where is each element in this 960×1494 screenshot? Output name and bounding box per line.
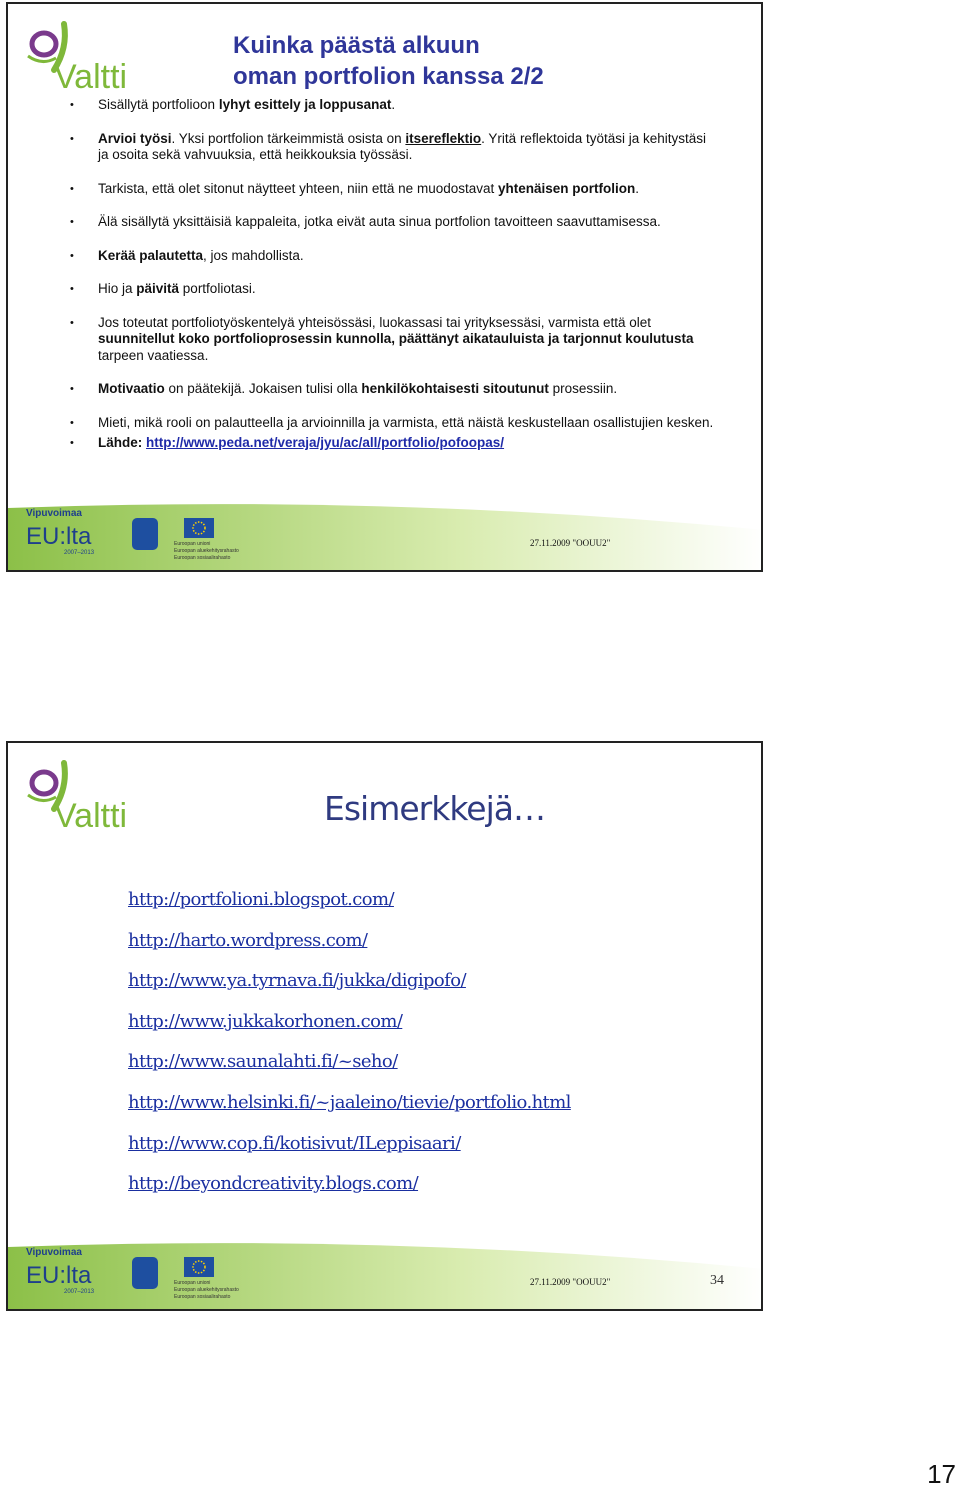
footer-date: 27.11.2009 "OOUU2" bbox=[530, 538, 611, 548]
list-item: • Sisällytä portfolioon lyhyt esittely ja loppusanat. bbox=[70, 97, 720, 114]
svg-text:Vipuvoimaa: Vipuvoimaa bbox=[26, 508, 82, 519]
svg-text:Euroopan sosiaalirahasto: Euroopan sosiaalirahasto bbox=[174, 1294, 231, 1300]
svg-text:Vipuvoimaa: Vipuvoimaa bbox=[26, 1247, 82, 1258]
list-item bbox=[128, 1051, 571, 1092]
page-number: 17 bbox=[927, 1459, 956, 1489]
svg-text:Euroopan unioni: Euroopan unioni bbox=[174, 1280, 211, 1286]
example-link[interactable]: http://www.cop.fi/kotisivut/ILeppisaari/ bbox=[128, 1132, 461, 1154]
list-item bbox=[128, 889, 571, 930]
example-link[interactable]: http://www.ya.tyrnava.fi/jukka/digipofo/ bbox=[128, 970, 466, 992]
slide-examples bbox=[6, 741, 763, 1311]
eu-logos bbox=[24, 1243, 254, 1303]
source-item: • Lähde: http://www.peda.net/veraja/jyu/ac/all/portfolio/pofoopas/ bbox=[70, 435, 720, 452]
svg-text:Valtti: Valtti bbox=[54, 797, 128, 835]
slide-number: 34 bbox=[710, 1273, 724, 1288]
source-link[interactable]: http://www.peda.net/veraja/jyu/ac/all/portfolio/pofoopas/ bbox=[146, 435, 505, 450]
example-links bbox=[128, 889, 571, 1214]
svg-text:Euroopan aluekehitysrahasto: Euroopan aluekehitysrahasto bbox=[174, 1287, 239, 1293]
example-link[interactable]: http://www.helsinki.fi/~jaaleino/tievie/portfolio.html bbox=[128, 1091, 571, 1113]
list-item: • Hio ja päivitä portfoliotasi. bbox=[70, 281, 720, 298]
example-link[interactable]: http://www.saunalahti.fi/~seho/ bbox=[128, 1051, 398, 1073]
svg-text:EU:lta: EU:lta bbox=[26, 523, 92, 550]
list-item bbox=[128, 970, 571, 1011]
list-item: • Mieti, mikä rooli on palautteella ja arvioinnilla ja varmista, että näistä keskustellaan osallistujien kesken. bbox=[70, 415, 720, 432]
slide-portfolio-start bbox=[6, 2, 763, 572]
svg-text:2007–2013: 2007–2013 bbox=[64, 1289, 95, 1295]
example-link[interactable]: http://portfolioni.blogspot.com/ bbox=[128, 889, 394, 910]
example-link[interactable]: http://harto.wordpress.com/ bbox=[128, 929, 368, 951]
list-item: • Jos toteutat portfoliotyöskentelyä yhteisössäsi, luokassasi tai yrityksessäsi, varmista että olet suunnitellut koko portfolioprosessin kunnolla, päättänyt aikatauluista ja tarjonnut koulutusta tarpeen vaatiessa. bbox=[70, 315, 720, 365]
eu-logos bbox=[24, 504, 254, 564]
bullet-list bbox=[70, 97, 720, 452]
list-item bbox=[128, 1173, 571, 1214]
list-item: • Arvioi työsi. Yksi portfolion tärkeimmistä osista on itsereflektio. Yritä reflektoida työtäsi ja kehitystäsi ja osoita sekä vahvuuksia, että heikkouksia työssäsi. bbox=[70, 131, 720, 164]
footer-date: 27.11.2009 "OOUU2" bbox=[530, 1277, 611, 1287]
svg-text:Euroopan aluekehitysrahasto: Euroopan aluekehitysrahasto bbox=[174, 548, 239, 554]
list-item bbox=[128, 1133, 571, 1174]
list-item: • Kerää palautetta, jos mahdollista. bbox=[70, 248, 720, 265]
list-item: • Tarkista, että olet sitonut näytteet yhteen, niin että ne muodostavat yhtenäisen portfolion. bbox=[70, 181, 720, 198]
svg-text:Valtti: Valtti bbox=[54, 58, 128, 96]
list-item bbox=[128, 1092, 571, 1133]
svg-text:EU:lta: EU:lta bbox=[26, 1262, 92, 1289]
list-item bbox=[128, 1011, 571, 1052]
list-item: • Älä sisällytä yksittäisiä kappaleita, jotka eivät auta sinua portfolion tavoitteen saavuttamisessa. bbox=[70, 214, 720, 231]
valtti-logo bbox=[24, 757, 174, 837]
example-link[interactable]: http://www.jukkakorhonen.com/ bbox=[128, 1010, 403, 1032]
list-item: • Motivaatio on päätekijä. Jokaisen tulisi olla henkilökohtaisesti sitoutunut prosessiin. bbox=[70, 381, 720, 398]
list-item bbox=[128, 930, 571, 971]
valtti-logo bbox=[24, 18, 174, 98]
example-link[interactable]: http://beyondcreativity.blogs.com/ bbox=[128, 1173, 419, 1195]
slide-title: Esimerkkejä… bbox=[324, 789, 545, 828]
slide-title: Kuinka päästä alkuun oman portfolion kanssa 2/2 bbox=[233, 32, 544, 90]
svg-text:2007–2013: 2007–2013 bbox=[64, 550, 95, 556]
svg-text:Euroopan unioni: Euroopan unioni bbox=[174, 541, 211, 547]
svg-text:Euroopan sosiaalirahasto: Euroopan sosiaalirahasto bbox=[174, 555, 231, 561]
